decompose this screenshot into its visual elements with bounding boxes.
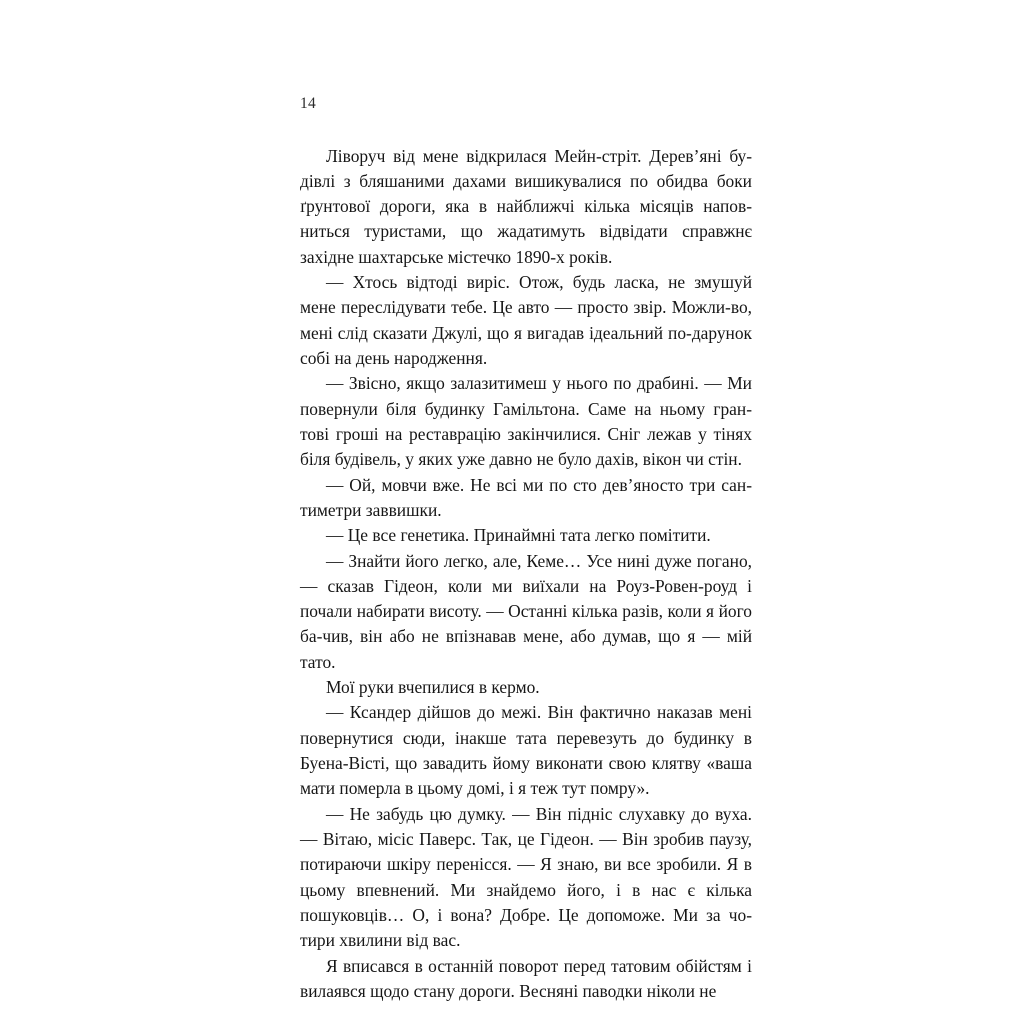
paragraph: — Знайти його легко, але, Кеме… Усе нині дуже погано, — сказав Гідеон, коли ми виїхали на Роуз-Ровен-роуд і почали набирати висоту. — Останні кілька разів, коли я його ба-чив, він або не впізнавав мене, або думав, що я — мій тато. bbox=[300, 550, 752, 672]
paragraph: — Це все генетика. Принаймні тата легко помітити. bbox=[326, 525, 711, 546]
text-column bbox=[300, 96, 752, 1004]
paragraph: — Хтось відтоді виріс. Отож, будь ласка, не змушуй мене переслідувати тебе. Це авто — просто звір. Можли-во, мені слід сказати Джулі, що я вигадав ідеальний по-дарунок собі на день народження. bbox=[300, 272, 752, 368]
paragraph: — Звісно, якщо залазитимеш у нього по драбині. — Ми повернули біля будинку Гамільтона. Саме на ньому гран-тові гроші на реставрацію закінчилися. Сніг лежав у тінях біля будівель, у яких уже давно не було дахів, вікон чи стін. bbox=[300, 373, 752, 470]
page-number: 14 bbox=[300, 95, 316, 112]
paragraph: Я вписався в останній поворот перед татовим обійстям і вилаявся щодо стану дороги. Весняні паводки ніколи не bbox=[300, 955, 752, 1001]
paragraph: Мої руки вчепилися в кермо. bbox=[326, 677, 540, 698]
paragraph: — Не забудь цю думку. — Він підніс слухавку до вуха. — Вітаю, місіс Паверс. Так, це Гідеон. — Він зробив паузу, потираючи шкіру перенісся. — Я знаю, ви все зробили. Я в цьому впевнений. Ми знайдемо його, і в нас є кілька пошуковців… О, і вона? Добре. Це допоможе. Ми за чо-тири хвилини від вас. bbox=[300, 803, 752, 951]
paragraph: — Ксандер дійшов до межі. Він фактично наказав мені повернутися сюди, інакше тата перевезуть до будинку в Буена-Вісті, що завадить йому виконати свою клятву «ваша мати померла в цьому домі, і я теж тут помру». bbox=[300, 702, 752, 799]
body-text bbox=[300, 144, 752, 1005]
paragraph: Ліворуч від мене відкрилася Мейн-стріт. Дерев’яні бу-дівлі з бляшаними дахами вишикувалися по обидва боки ґрунтової дороги, яка в найближчі кілька місяців напов-ниться туристами, що жадатимуть відвідати справжнє західне шахтарське містечко 1890-х років. bbox=[300, 145, 752, 267]
paragraph: — Ой, мовчи вже. Не всі ми по сто дев’яносто три сан-тиметри заввишки. bbox=[300, 474, 752, 520]
